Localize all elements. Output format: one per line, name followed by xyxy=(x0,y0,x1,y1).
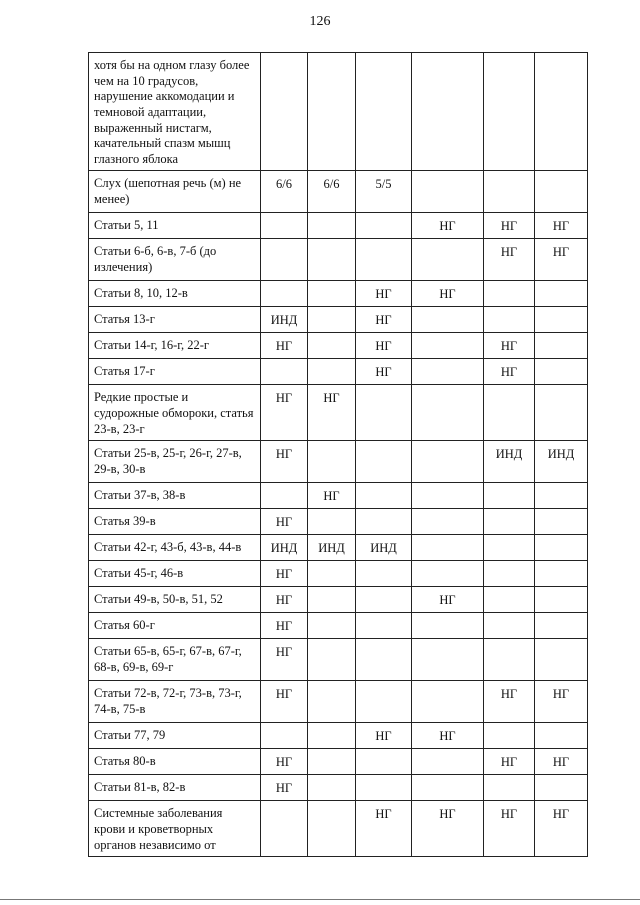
table-row xyxy=(89,639,588,681)
row-label-cell: Статьи 72-в, 72-г, 73-в, 73-г, 74-в, 75-в xyxy=(89,681,261,723)
row-label-cell: Редкие простые и судорожные обмороки, статья 23-в, 23-г xyxy=(89,385,261,441)
value-cell-col-3: НГ xyxy=(356,359,412,385)
value-cell-col-2 xyxy=(308,213,356,239)
value-cell-col-3: НГ xyxy=(356,333,412,359)
value-cell-col-4 xyxy=(412,535,484,561)
value-cell-col-5 xyxy=(484,535,535,561)
row-label-cell: Статья 39-в xyxy=(89,509,261,535)
value-cell-col-5 xyxy=(484,613,535,639)
value-cell-col-3: НГ xyxy=(356,723,412,749)
value-cell-col-2 xyxy=(308,587,356,613)
value-cell-col-2: 6/6 xyxy=(308,171,356,213)
value-cell-col-6 xyxy=(535,333,588,359)
table-row xyxy=(89,359,588,385)
value-cell-col-4 xyxy=(412,749,484,775)
value-cell-col-6 xyxy=(535,561,588,587)
value-cell-col-5 xyxy=(484,483,535,509)
table-row xyxy=(89,613,588,639)
value-cell-col-4 xyxy=(412,681,484,723)
value-cell-col-6 xyxy=(535,359,588,385)
value-cell-col-4 xyxy=(412,441,484,483)
value-cell-col-4 xyxy=(412,171,484,213)
row-label-cell: Статьи 65-в, 65-г, 67-в, 67-г, 68-в, 69-в, 69-г xyxy=(89,639,261,681)
value-cell-col-6: НГ xyxy=(535,681,588,723)
table-row xyxy=(89,483,588,509)
value-cell-col-2 xyxy=(308,681,356,723)
table-row xyxy=(89,587,588,613)
page-bottom-rule xyxy=(0,899,640,900)
value-cell-col-1: ИНД xyxy=(261,535,308,561)
value-cell-col-4 xyxy=(412,483,484,509)
value-cell-col-6 xyxy=(535,639,588,681)
table-body xyxy=(89,53,588,857)
row-label-cell: Статьи 42-г, 43-б, 43-в, 44-в xyxy=(89,535,261,561)
value-cell-col-4: НГ xyxy=(412,801,484,857)
table-row xyxy=(89,749,588,775)
row-label-cell: хотя бы на одном глазу более чем на 10 градусов, нарушение аккомодации и темновой адаптации, выраженный нистагм, качательный спазм мышц глазного яблока xyxy=(89,53,261,171)
row-label-cell: Статьи 14-г, 16-г, 22-г xyxy=(89,333,261,359)
value-cell-col-4: НГ xyxy=(412,213,484,239)
table-row xyxy=(89,171,588,213)
value-cell-col-5 xyxy=(484,587,535,613)
table-row xyxy=(89,801,588,857)
value-cell-col-3 xyxy=(356,639,412,681)
value-cell-col-6 xyxy=(535,385,588,441)
value-cell-col-2 xyxy=(308,749,356,775)
value-cell-col-3: 5/5 xyxy=(356,171,412,213)
value-cell-col-1: НГ xyxy=(261,749,308,775)
value-cell-col-2 xyxy=(308,723,356,749)
value-cell-col-5: НГ xyxy=(484,749,535,775)
value-cell-col-5: ИНД xyxy=(484,441,535,483)
value-cell-col-4 xyxy=(412,307,484,333)
requirements-table xyxy=(88,52,588,857)
value-cell-col-5: НГ xyxy=(484,213,535,239)
value-cell-col-4 xyxy=(412,239,484,281)
page-number: 126 xyxy=(309,14,331,29)
table-row xyxy=(89,441,588,483)
value-cell-col-1 xyxy=(261,723,308,749)
value-cell-col-1: НГ xyxy=(261,775,308,801)
value-cell-col-3 xyxy=(356,561,412,587)
value-cell-col-2 xyxy=(308,333,356,359)
value-cell-col-3 xyxy=(356,613,412,639)
value-cell-col-5 xyxy=(484,561,535,587)
value-cell-col-1 xyxy=(261,359,308,385)
value-cell-col-1: НГ xyxy=(261,639,308,681)
row-label-cell: Статьи 8, 10, 12-в xyxy=(89,281,261,307)
value-cell-col-4 xyxy=(412,359,484,385)
value-cell-col-1: 6/6 xyxy=(261,171,308,213)
value-cell-col-1: ИНД xyxy=(261,307,308,333)
value-cell-col-6: НГ xyxy=(535,213,588,239)
value-cell-col-1: НГ xyxy=(261,385,308,441)
value-cell-col-4: НГ xyxy=(412,587,484,613)
value-cell-col-2: ИНД xyxy=(308,535,356,561)
value-cell-col-6 xyxy=(535,723,588,749)
value-cell-col-5 xyxy=(484,385,535,441)
value-cell-col-4 xyxy=(412,509,484,535)
value-cell-col-1 xyxy=(261,53,308,171)
value-cell-col-2 xyxy=(308,561,356,587)
value-cell-col-1: НГ xyxy=(261,441,308,483)
value-cell-col-1: НГ xyxy=(261,681,308,723)
row-label-cell: Статьи 77, 79 xyxy=(89,723,261,749)
row-label-cell: Системные заболевания крови и кроветворных органов независимо от xyxy=(89,801,261,857)
row-label-cell: Статьи 45-г, 46-в xyxy=(89,561,261,587)
row-label-cell: Статьи 25-в, 25-г, 26-г, 27-в, 29-в, 30-в xyxy=(89,441,261,483)
row-label-cell: Статьи 5, 11 xyxy=(89,213,261,239)
value-cell-col-2 xyxy=(308,801,356,857)
value-cell-col-3: НГ xyxy=(356,801,412,857)
value-cell-col-3 xyxy=(356,385,412,441)
value-cell-col-6 xyxy=(535,509,588,535)
value-cell-col-6: ИНД xyxy=(535,441,588,483)
value-cell-col-2 xyxy=(308,53,356,171)
value-cell-col-2: НГ xyxy=(308,385,356,441)
value-cell-col-2 xyxy=(308,281,356,307)
value-cell-col-6: НГ xyxy=(535,749,588,775)
table-row xyxy=(89,53,588,171)
row-label-cell: Статьи 81-в, 82-в xyxy=(89,775,261,801)
value-cell-col-1 xyxy=(261,801,308,857)
value-cell-col-5 xyxy=(484,53,535,171)
value-cell-col-4 xyxy=(412,561,484,587)
value-cell-col-2 xyxy=(308,359,356,385)
value-cell-col-3 xyxy=(356,213,412,239)
value-cell-col-1: НГ xyxy=(261,561,308,587)
value-cell-col-2 xyxy=(308,509,356,535)
row-label-cell: Статья 80-в xyxy=(89,749,261,775)
value-cell-col-4 xyxy=(412,385,484,441)
value-cell-col-5 xyxy=(484,509,535,535)
row-label-cell: Статья 17-г xyxy=(89,359,261,385)
table-row xyxy=(89,723,588,749)
value-cell-col-3 xyxy=(356,681,412,723)
value-cell-col-5 xyxy=(484,723,535,749)
value-cell-col-2 xyxy=(308,307,356,333)
value-cell-col-5 xyxy=(484,639,535,681)
value-cell-col-1: НГ xyxy=(261,509,308,535)
value-cell-col-1 xyxy=(261,483,308,509)
table-row xyxy=(89,333,588,359)
value-cell-col-2 xyxy=(308,639,356,681)
value-cell-col-3 xyxy=(356,749,412,775)
row-label-cell: Статья 13-г xyxy=(89,307,261,333)
value-cell-col-3 xyxy=(356,53,412,171)
value-cell-col-6: НГ xyxy=(535,801,588,857)
table-row xyxy=(89,213,588,239)
value-cell-col-1 xyxy=(261,213,308,239)
value-cell-col-5: НГ xyxy=(484,239,535,281)
table-row xyxy=(89,775,588,801)
value-cell-col-1: НГ xyxy=(261,587,308,613)
table-row xyxy=(89,239,588,281)
value-cell-col-5: НГ xyxy=(484,801,535,857)
value-cell-col-2 xyxy=(308,441,356,483)
value-cell-col-5 xyxy=(484,775,535,801)
row-label-cell: Статьи 37-в, 38-в xyxy=(89,483,261,509)
value-cell-col-3 xyxy=(356,587,412,613)
value-cell-col-3 xyxy=(356,239,412,281)
value-cell-col-6 xyxy=(535,535,588,561)
row-label-cell: Статьи 6-б, 6-в, 7-б (до излечения) xyxy=(89,239,261,281)
value-cell-col-6 xyxy=(535,613,588,639)
value-cell-col-5 xyxy=(484,307,535,333)
value-cell-col-3 xyxy=(356,483,412,509)
value-cell-col-5: НГ xyxy=(484,681,535,723)
value-cell-col-5 xyxy=(484,281,535,307)
value-cell-col-4 xyxy=(412,639,484,681)
row-label-cell: Статья 60-г xyxy=(89,613,261,639)
value-cell-col-6 xyxy=(535,171,588,213)
value-cell-col-2 xyxy=(308,239,356,281)
value-cell-col-1: НГ xyxy=(261,333,308,359)
table-row xyxy=(89,385,588,441)
value-cell-col-2 xyxy=(308,775,356,801)
value-cell-col-5: НГ xyxy=(484,359,535,385)
table-row xyxy=(89,535,588,561)
value-cell-col-5: НГ xyxy=(484,333,535,359)
value-cell-col-6 xyxy=(535,307,588,333)
value-cell-col-3 xyxy=(356,775,412,801)
value-cell-col-4: НГ xyxy=(412,281,484,307)
value-cell-col-3 xyxy=(356,509,412,535)
value-cell-col-3: НГ xyxy=(356,307,412,333)
value-cell-col-6 xyxy=(535,281,588,307)
table-row xyxy=(89,681,588,723)
value-cell-col-3: ИНД xyxy=(356,535,412,561)
value-cell-col-3: НГ xyxy=(356,281,412,307)
table-row xyxy=(89,281,588,307)
row-label-cell: Статьи 49-в, 50-в, 51, 52 xyxy=(89,587,261,613)
value-cell-col-4 xyxy=(412,53,484,171)
value-cell-col-6 xyxy=(535,587,588,613)
value-cell-col-2: НГ xyxy=(308,483,356,509)
value-cell-col-4 xyxy=(412,333,484,359)
value-cell-col-4 xyxy=(412,775,484,801)
value-cell-col-6 xyxy=(535,483,588,509)
value-cell-col-4 xyxy=(412,613,484,639)
value-cell-col-6 xyxy=(535,775,588,801)
table-row xyxy=(89,509,588,535)
value-cell-col-6: НГ xyxy=(535,239,588,281)
row-label-cell: Слух (шепотная речь (м) не менее) xyxy=(89,171,261,213)
value-cell-col-6 xyxy=(535,53,588,171)
table-row xyxy=(89,307,588,333)
table-row xyxy=(89,561,588,587)
value-cell-col-1 xyxy=(261,239,308,281)
value-cell-col-2 xyxy=(308,613,356,639)
value-cell-col-1: НГ xyxy=(261,613,308,639)
value-cell-col-5 xyxy=(484,171,535,213)
value-cell-col-3 xyxy=(356,441,412,483)
value-cell-col-4: НГ xyxy=(412,723,484,749)
value-cell-col-1 xyxy=(261,281,308,307)
